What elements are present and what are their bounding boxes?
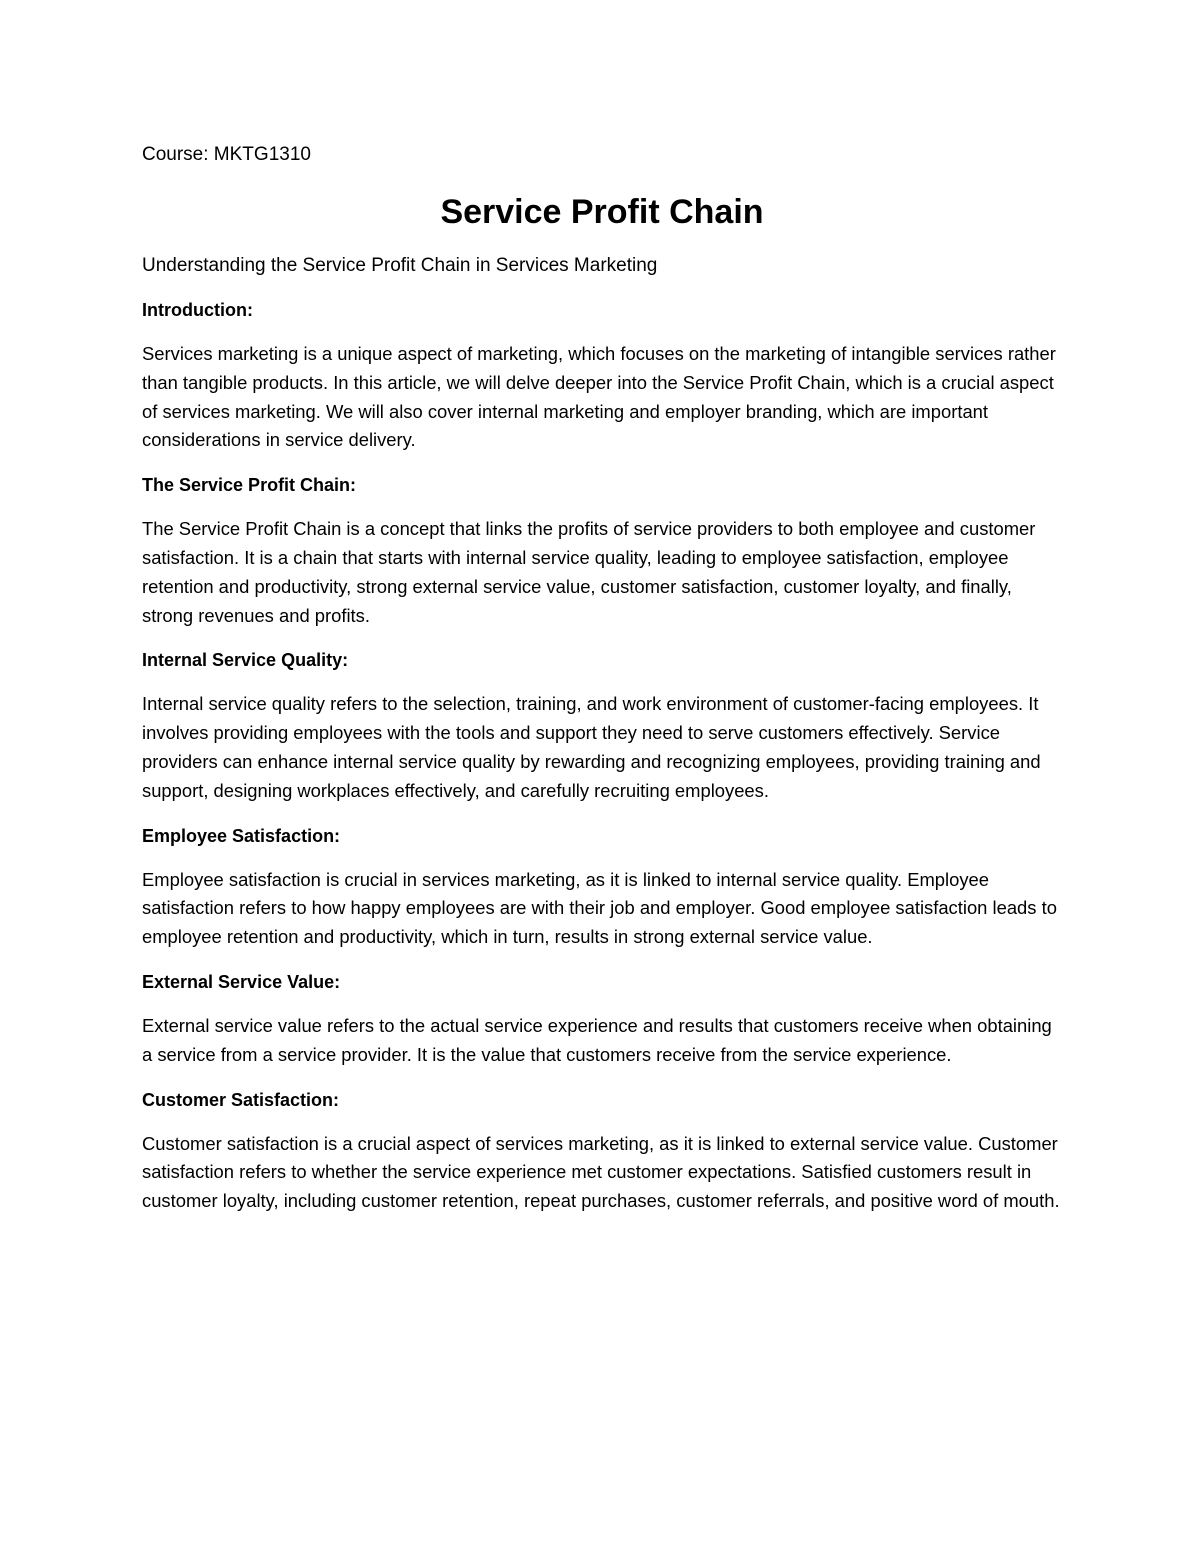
- section-customer-satisfaction: [142, 1086, 1062, 1216]
- section-body: External service value refers to the actual service experience and results that customers receive when obtaining a service from a service provider. It is the value that customers receive from the service experience.: [142, 1014, 1052, 1065]
- section-heading: Employee Satisfaction:: [142, 825, 341, 846]
- section-heading: Introduction:: [142, 300, 253, 320]
- section-heading: Customer Satisfaction:: [142, 1089, 340, 1110]
- section-internal-service-quality: [142, 646, 1062, 805]
- section-heading: External Service Value:: [142, 971, 341, 992]
- section-introduction: [142, 296, 1062, 455]
- section-body: Employee satisfaction is crucial in services marketing, as it is linked to internal service quality. Employee satisfaction refers to how happy employees are with their job and employer. Good employee satisfaction leads to employee retention and productivity, which in turn, results in strong external service value.: [142, 868, 1057, 948]
- course-label: Course: MKTG1310: [142, 144, 311, 165]
- document-page: [142, 140, 1062, 1232]
- section-body: Services marketing is a unique aspect of marketing, which focuses on the marketing of intangible services rather than tangible products. In this article, we will delve deeper into the Service Profit Chain, which is a crucial aspect of services marketing. We will also cover internal marketing and employer branding, which are important considerations in service delivery.: [142, 343, 1056, 451]
- section-employee-satisfaction: [142, 822, 1062, 952]
- document-subtitle: Understanding the Service Profit Chain in Services Marketing: [142, 255, 658, 276]
- section-body: Customer satisfaction is a crucial aspect of services marketing, as it is linked to external service value. Customer satisfaction refers to whether the service experience met customer expectations. Satisfied customers result in customer loyalty, including customer retention, repeat purchases, customer referrals, and positive word of mouth.: [142, 1132, 1060, 1212]
- section-external-service-value: [142, 968, 1062, 1070]
- section-body: Internal service quality refers to the selection, training, and work environment of customer-facing employees. It involves providing employees with the tools and support they need to serve customers effectively. Service providers can enhance internal service quality by rewarding and recognizing employees, providing training and support, designing workplaces effectively, and carefully recruiting employees.: [142, 693, 1041, 801]
- section-body: The Service Profit Chain is a concept that links the profits of service providers to both employee and customer satisfaction. It is a chain that starts with internal service quality, leading to employee satisfaction, employee retention and productivity, strong external service value, customer satisfaction, customer loyalty, and finally, strong revenues and profits.: [142, 518, 1036, 626]
- section-service-profit-chain: [142, 471, 1062, 630]
- section-heading: Internal Service Quality:: [142, 650, 349, 671]
- document-title: Service Profit Chain: [440, 193, 764, 231]
- section-heading: The Service Profit Chain:: [142, 475, 357, 496]
